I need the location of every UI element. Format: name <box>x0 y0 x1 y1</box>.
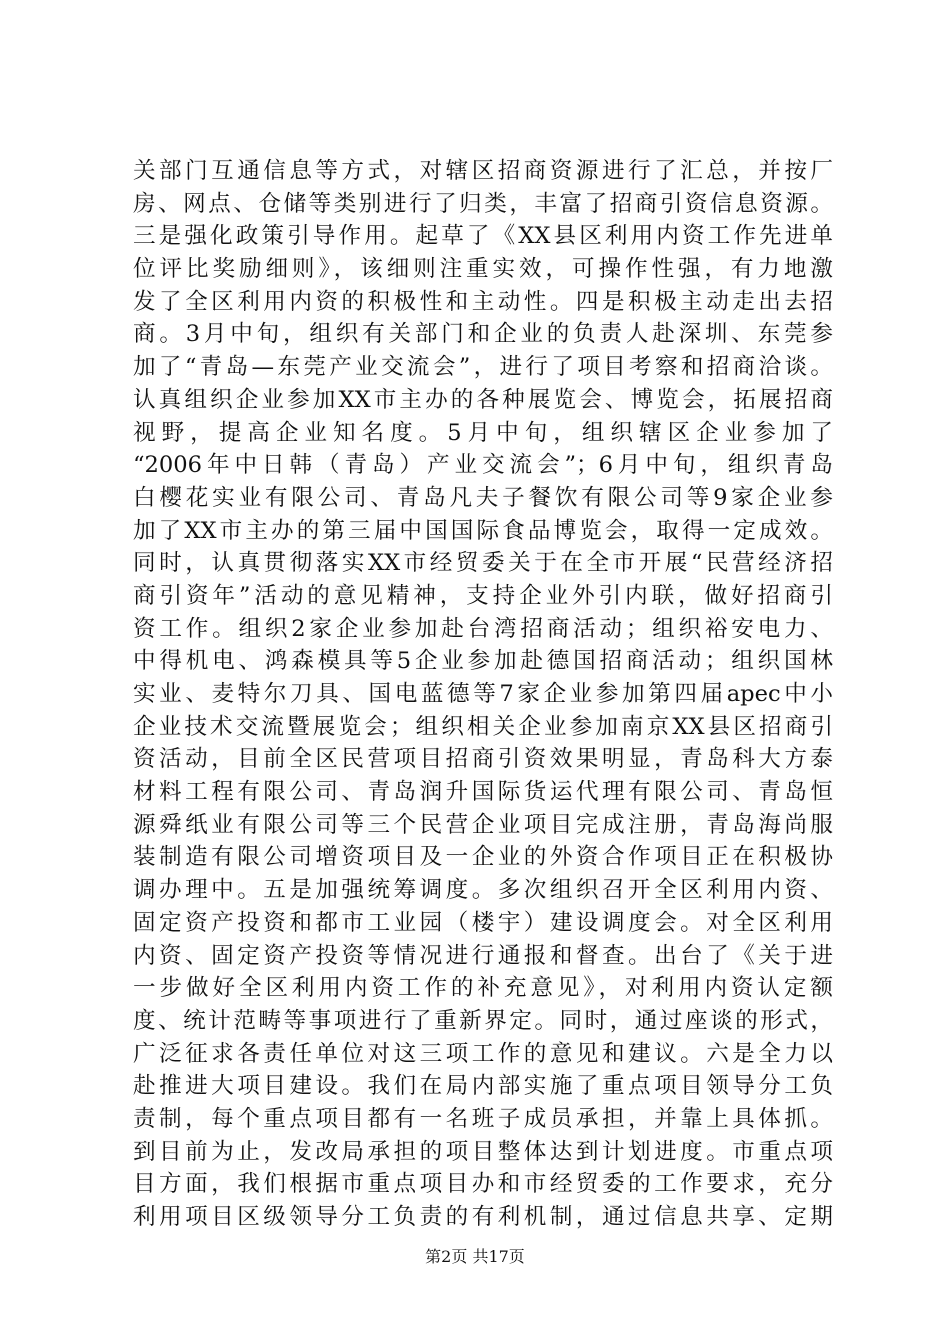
text-line: 房、网点、仓储等类别进行了归类，丰富了招商引资信息资源。 <box>133 190 833 217</box>
text-line: 目方面，我们根据市重点项目办和市经贸委的工作要求，充分 <box>133 1171 833 1198</box>
text-line: 广泛征求各责任单位对这三项工作的意见和建议。六是全力以 <box>133 1040 833 1067</box>
page-number: 第2页 共17页 <box>425 1247 525 1266</box>
text-line: 源舜纸业有限公司等三个民营企业项目完成注册，青岛海尚服 <box>133 811 833 838</box>
text-line: 中得机电、鸿森模具等5企业参加赴德国招商活动；组织国林 <box>133 648 833 675</box>
text-line: 发了全区利用内资的积极性和主动性。四是积极主动走出去招 <box>133 288 833 315</box>
text-line: 认真组织企业参加XX市主办的各种展览会、博览会，拓展招商 <box>133 386 833 413</box>
text-line: 利用项目区级领导分工负责的有利机制，通过信息共享、定期 <box>133 1204 833 1230</box>
text-line: 一步做好全区利用内资工作的补充意见》，对利用内资认定额 <box>133 975 833 1002</box>
text-line: 关部门互通信息等方式，对辖区招商资源进行了汇总，并按厂 <box>133 158 833 184</box>
text-line: 内资、固定资产投资等情况进行通报和督查。出台了《关于进 <box>133 942 833 969</box>
text-line: 资活动，目前全区民营项目招商引资效果明显，青岛科大方泰 <box>133 746 833 773</box>
text-line: 责制，每个重点项目都有一名班子成员承担，并靠上具体抓。 <box>133 1105 833 1132</box>
text-line: 企业技术交流暨展览会；组织相关企业参加南京XX县区招商引 <box>133 713 833 740</box>
text-line: 度、统计范畴等事项进行了重新界定。同时，通过座谈的形式， <box>133 1007 833 1034</box>
text-line: 加了XX市主办的第三届中国国际食品博览会，取得一定成效。 <box>133 517 833 544</box>
text-line: 资工作。组织2家企业参加赴台湾招商活动；组织裕安电力、 <box>133 615 833 642</box>
text-line: 加了“青岛—东莞产业交流会”，进行了项目考察和招商洽谈。 <box>133 354 833 381</box>
page-footer <box>0 1247 950 1267</box>
text-line: 视野，提高企业知名度。5月中旬，组织辖区企业参加了 <box>133 419 833 446</box>
text-line: “2006年中日韩（青岛）产业交流会”；6月中旬，组织青岛 <box>133 452 833 479</box>
text-line: 固定资产投资和都市工业园（楼宇）建设调度会。对全区利用 <box>133 909 833 936</box>
text-line: 同时，认真贯彻落实XX市经贸委关于在全市开展“民营经济招 <box>133 550 833 577</box>
text-line: 到目前为止，发改局承担的项目整体达到计划进度。市重点项 <box>133 1138 833 1165</box>
text-line: 三是强化政策引导作用。起草了《XX县区利用内资工作先进单 <box>133 223 833 250</box>
text-line: 实业、麦特尔刀具、国电蓝德等7家企业参加第四届apec中小 <box>133 681 833 707</box>
text-line: 赴推进大项目建设。我们在局内部实施了重点项目领导分工负 <box>133 1073 833 1100</box>
text-line: 材料工程有限公司、青岛润升国际货运代理有限公司、青岛恒 <box>133 779 833 806</box>
text-line: 商引资年”活动的意见精神，支持企业外引内联，做好招商引 <box>133 582 833 609</box>
text-line: 商。3月中旬，组织有关部门和企业的负责人赴深圳、东莞参 <box>133 321 833 348</box>
body-text <box>133 155 833 1234</box>
text-line: 装制造有限公司增资项目及一企业的外资合作项目正在积极协 <box>133 844 833 871</box>
text-line: 位评比奖励细则》，该细则注重实效，可操作性强，有力地激 <box>133 256 833 283</box>
text-line: 白樱花实业有限公司、青岛凡夫子餐饮有限公司等9家企业参 <box>133 484 833 511</box>
text-line: 调办理中。五是加强统筹调度。多次组织召开全区利用内资、 <box>133 877 833 904</box>
